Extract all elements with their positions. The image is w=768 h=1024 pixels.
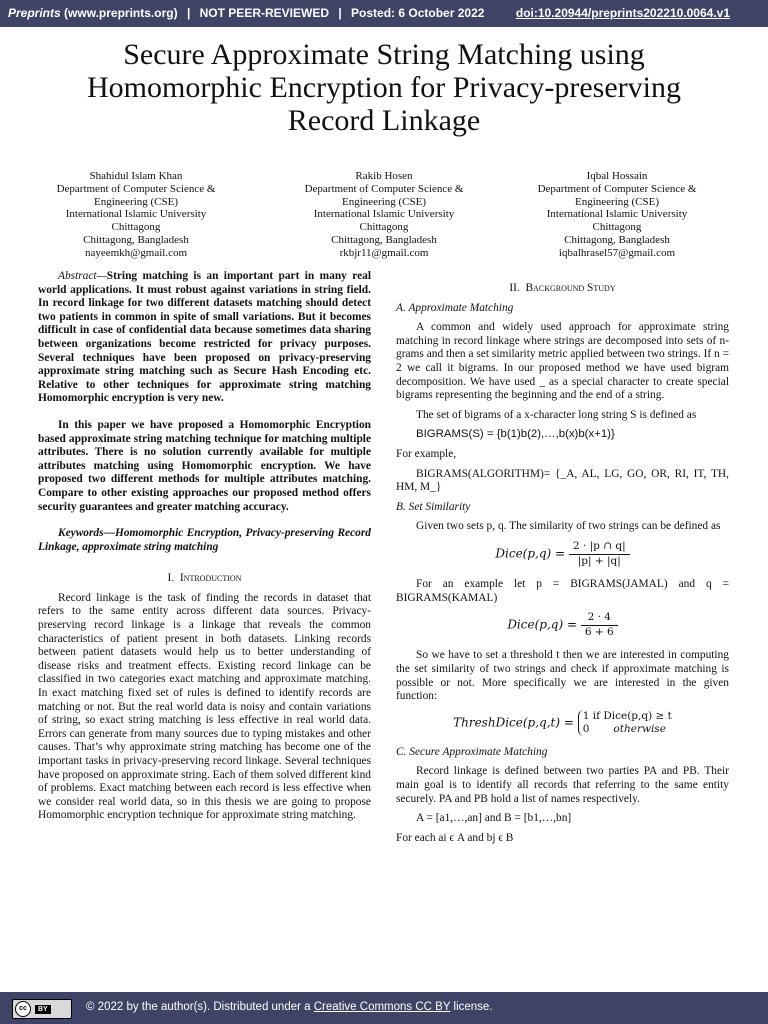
author-dept: Department of Computer Science &: [537, 182, 697, 195]
bigrams-example: BIGRAMS(ALGORITHM)= {_A, AL, LG, GO, OR, RI, IT, TH, HM, M_}: [396, 467, 729, 494]
abstract-paragraph: [38, 270, 371, 406]
author-dept: Engineering (CSE): [93, 195, 178, 208]
author-email[interactable]: nayeemkh@gmail.com: [84, 246, 188, 259]
for-each-line: For each ai ϵ A and bj ϵ B: [396, 831, 514, 844]
case-condition: otherwise: [613, 722, 666, 735]
keywords: Keywords—Homomorphic Encryption, Privacy-preserving Record Linkage, approximate string matching: [38, 527, 371, 553]
author-location: Chittagong, Bangladesh: [331, 233, 437, 246]
license-text: [86, 1001, 493, 1013]
author-email[interactable]: rkbjr11@gmail.com: [339, 246, 429, 259]
posted-date: Posted: 6 October 2022: [351, 6, 485, 20]
subsection-heading-secure-approximate-matching: C. Secure Approximate Matching: [396, 745, 548, 758]
license-suffix: license.: [453, 1001, 493, 1013]
preprint-header-bar: [0, 0, 768, 27]
fraction-numerator: 2 · 4: [581, 611, 618, 626]
case-value: 0: [582, 722, 590, 735]
separator: |: [186, 6, 191, 20]
author-institution: Chittagong: [592, 221, 642, 234]
dice-function: Dice(p,q) =: [507, 617, 578, 632]
threshold-paragraph: So we have to set a threshold t then we are interested in computing the set similarity of two strings and check if approximate matching is possible or not. More specifically we are interested in the given function:: [396, 649, 729, 703]
review-status: NOT PEER-REVIEWED: [199, 6, 329, 20]
dice-example-formula: [396, 611, 729, 639]
author-institution: International Islamic University: [546, 208, 688, 221]
bigrams-formula: BIGRAMS(S) = {b(1)b(2),…,b(x)b(x+1)}: [416, 428, 615, 441]
left-column: [38, 270, 371, 829]
author-institution: Chittagong: [359, 221, 409, 234]
subsection-heading-set-similarity: B. Set Similarity: [396, 500, 471, 513]
dice-example-paragraph: For an example let p = BIGRAMS(JAMAL) and q = BIGRAMS(KAMAL): [396, 578, 729, 604]
license-footer-bar: [0, 992, 768, 1024]
author-dept: Department of Computer Science &: [304, 182, 464, 195]
creative-commons-badge-icon[interactable]: [12, 999, 72, 1019]
piecewise-cases: [578, 710, 672, 736]
case-otherwise: [583, 723, 672, 736]
author-location: Chittagong, Bangladesh: [83, 233, 189, 246]
example-label: For example,: [396, 447, 457, 460]
dice-example-fraction: [581, 611, 618, 639]
author-location: Chittagong, Bangladesh: [564, 233, 670, 246]
dice-function: Dice(p,q) =: [495, 546, 566, 561]
subsection-heading-approximate-matching: A. Approximate Matching: [396, 301, 514, 314]
author-institution: International Islamic University: [313, 208, 455, 221]
doi-link[interactable]: doi:10.20944/preprints202210.0064.v1: [515, 6, 730, 20]
license-link[interactable]: Creative Commons CC BY: [313, 1001, 451, 1013]
fraction-numerator: 2 · |p ∩ q|: [569, 540, 630, 555]
case-match: 1 if Dice(p,q) ≥ t: [582, 709, 672, 722]
by-icon: BY: [35, 1005, 51, 1014]
author-name: Rakib Hosen: [355, 170, 413, 182]
bigram-definition-paragraph: The set of bigrams of a x-character long string S is defined as: [416, 408, 697, 421]
author-name: Shahidul Islam Khan: [89, 170, 183, 182]
author-email[interactable]: iqbalhrasel57@gmail.com: [558, 246, 676, 259]
author-institution: International Islamic University: [65, 208, 207, 221]
preprints-site[interactable]: (www.preprints.org): [64, 6, 178, 20]
author-institution: Chittagong: [111, 221, 161, 234]
author-block-2: [274, 170, 494, 260]
section-title: Introduction: [179, 572, 242, 585]
separator: |: [338, 6, 342, 20]
copyright-text: © 2022 by the author(s). Distributed under a: [86, 1001, 311, 1013]
cc-icon: cc: [15, 1001, 31, 1017]
section-title: Background Study: [525, 282, 616, 294]
dice-fraction: [569, 540, 630, 568]
abstract-paragraph-2: In this paper we have proposed a Homomorphic Encryption based approximate string matching technique for matching multiple attributes. There is no solution currently available for multiple attributes matching using Homomorphic encryption. We have proposed two different methods for multiple attributes matching. Compare to other existing approaches our proposed method offers security guarantees and greater matching accuracy.: [38, 418, 371, 513]
threshdice-function: ThreshDice(p,q,t) =: [453, 715, 574, 730]
dice-formula: [396, 540, 729, 568]
set-similarity-paragraph: Given two sets p, q. The similarity of two strings can be defined as: [416, 520, 721, 533]
section-heading-introduction: [38, 572, 371, 586]
abstract-lead: Abstract—: [58, 270, 107, 282]
section-number: I.: [167, 572, 175, 585]
author-dept: Engineering (CSE): [574, 195, 659, 208]
paper-title: Secure Approximate String Matching using Homomorphic Encryption for Privacy-preserving Record Linkage: [86, 38, 681, 137]
introduction-paragraph: Record linkage is the task of finding the records in dataset that refers to the same entity across different data sources. Privacy-preserving record linkage is a linkage that reveals the common characteristics of patient present in both datasets. Linking records between patient datasets would help us to better understanding of disease risks and treatment effects. Existing record linkage can be classified in two categories exact matching and approximate matching. In exact matching fixed set of rules is defined to identify records are matching or not. But the real world data is noisy and contain variations of string, so exact string matching is less effective in real world data. Errors can generate from many sources due to typing mistakes and other causes. That’s why approximate string matching has become one of the important tasks in privacy-preserving record linkage. Several techniques have proposed on approximate string. Each of them solved different kind of problems. Exact matching between each record is less effective when we consider real world data, so in this thesis we are going to propose Homomorphic encryption technique for approximate string matching.: [38, 591, 371, 822]
threshdice-formula: [396, 710, 729, 736]
secure-matching-paragraph: Record linkage is defined between two parties PA and PB. Their main goal is to identify all records that referring to the same entity securely. PA and PB hold a list of names respectively.: [396, 765, 729, 805]
author-dept: Department of Computer Science &: [56, 182, 216, 195]
sets-definition: A = [a1,…,an] and B = [b1,…,bn]: [416, 812, 572, 825]
section-number: II.: [509, 282, 520, 294]
preprints-brand[interactable]: Preprints: [8, 6, 61, 20]
author-block-3: [507, 170, 727, 260]
right-column: [396, 282, 729, 851]
fraction-denominator: 6 + 6: [584, 625, 614, 638]
abstract-text: String matching is an important part in many real world applications. It must robust against variations in string field. In record linkage for two different datasets matching should detect two patients in common in spite of small variations. But it becomes difficult in case of confidential data because sometimes data sharing between organizations become restricted for privacy purposes. Several techniques have been proposed on privacy-preserving approximate string matching such as Secure Hash Encoding etc. Relative to other techniques for approximate string matching Homomorphic encryption is very new.: [38, 270, 371, 405]
section-heading-background: [396, 282, 729, 296]
approximate-matching-paragraph: A common and widely used approach for approximate string matching in record linkage where strings are decomposed into sets of n-grams and then a set similarity metric applied between two strings. If n = 2 we call it bigrams. In our proposed method we have used bigram decomposition. We have used _ as a special character to create special bigrams representing the beginning and the end of a string.: [396, 321, 729, 402]
author-dept: Engineering (CSE): [341, 195, 426, 208]
preprint-status-line: [8, 6, 484, 20]
author-block-1: [26, 170, 246, 260]
fraction-denominator: |p| + |q|: [577, 554, 621, 567]
author-name: Iqbal Hossain: [586, 170, 648, 182]
